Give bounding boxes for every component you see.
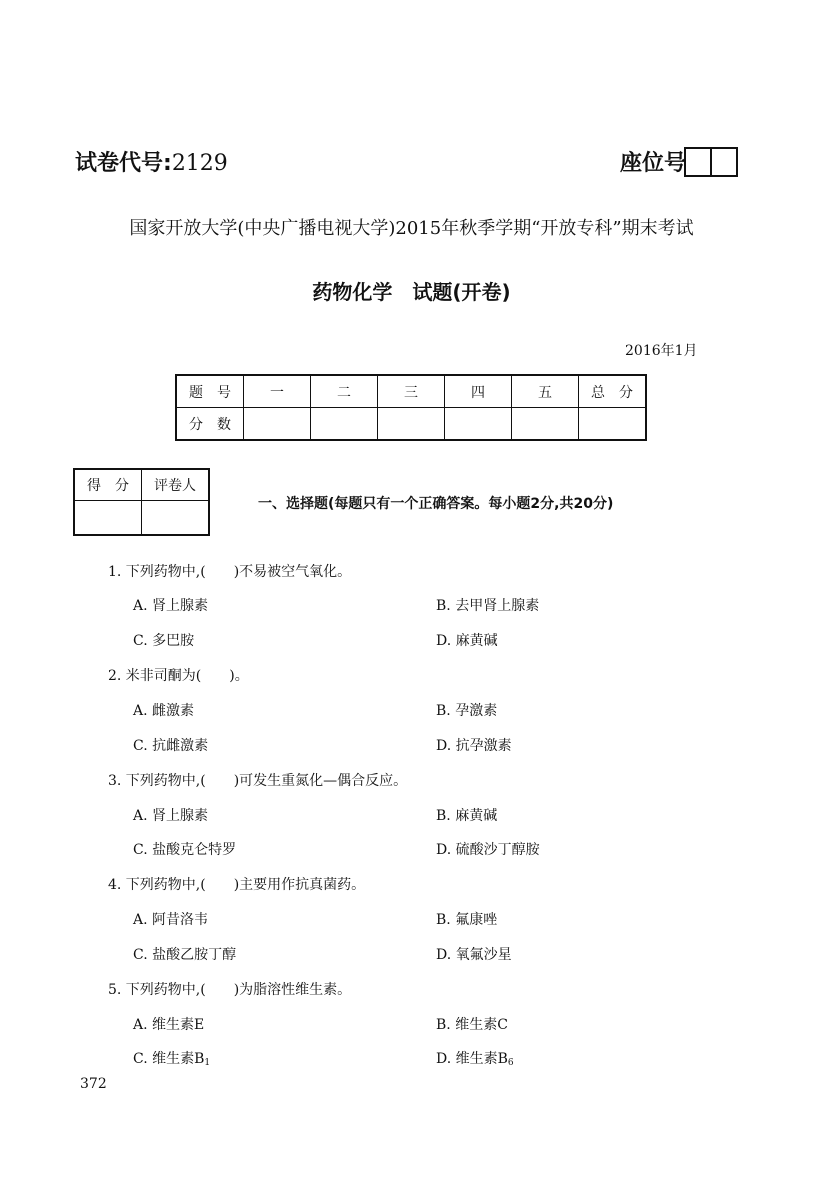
score-cell[interactable] bbox=[512, 408, 579, 441]
option-c-text: C. 维生素B bbox=[133, 1051, 205, 1067]
score-table-header-cell: 四 bbox=[445, 375, 512, 408]
option-d: D. 抗孕激素 bbox=[436, 738, 512, 754]
option-a: A. 肾上腺素 bbox=[133, 598, 209, 614]
option-b: B. 麻黄碱 bbox=[436, 808, 498, 824]
score-table-header-cell: 题 号 bbox=[176, 375, 244, 408]
option-a: A. 维生素E bbox=[133, 1017, 205, 1033]
score-cell[interactable] bbox=[579, 408, 647, 441]
score-table-header-cell: 三 bbox=[378, 375, 445, 408]
paper-code bbox=[75, 146, 228, 177]
score-table-header-cell: 总 分 bbox=[579, 375, 647, 408]
page-number: 372 bbox=[80, 1076, 107, 1092]
option-b: B. 去甲肾上腺素 bbox=[436, 598, 540, 614]
score-table bbox=[175, 374, 647, 441]
option-d: D. 氧氟沙星 bbox=[436, 947, 512, 963]
seat-box-2[interactable] bbox=[710, 147, 738, 177]
option-c: C. 抗雌激素 bbox=[133, 738, 209, 754]
option-a: A. 肾上腺素 bbox=[133, 808, 209, 824]
score-cell[interactable] bbox=[244, 408, 311, 441]
grader-score-label: 得 分 bbox=[74, 469, 142, 501]
seat-box-1[interactable] bbox=[684, 147, 712, 177]
paper-code-label: 试卷代号: bbox=[75, 151, 172, 176]
option-b: B. 孕激素 bbox=[436, 703, 498, 719]
option-b: B. 氟康唑 bbox=[436, 912, 498, 928]
option-c: C. 多巴胺 bbox=[133, 633, 195, 649]
option-c: C. 盐酸乙胺丁醇 bbox=[133, 947, 237, 963]
grader-score-cell[interactable] bbox=[74, 501, 142, 536]
grader-name-label: 评卷人 bbox=[142, 469, 210, 501]
score-table-score-row bbox=[176, 408, 646, 441]
question-stem: 1. 下列药物中,( )不易被空气氧化。 bbox=[108, 564, 352, 580]
exam-date: 2016年1月 bbox=[625, 343, 698, 359]
option-c-subscript: 1 bbox=[204, 1058, 211, 1068]
option-d: D. 麻黄碱 bbox=[436, 633, 498, 649]
option-d: D. 硫酸沙丁醇胺 bbox=[436, 842, 540, 858]
option-d bbox=[436, 1048, 514, 1068]
score-table-header-cell: 五 bbox=[512, 375, 579, 408]
subject-title: 药物化学 试题(开卷) bbox=[312, 280, 511, 304]
score-cell[interactable] bbox=[445, 408, 512, 441]
seat-number bbox=[620, 146, 738, 177]
question-stem: 5. 下列药物中,( )为脂溶性维生素。 bbox=[108, 982, 352, 998]
option-a: A. 雌激素 bbox=[133, 703, 195, 719]
question-stem: 2. 米非司酮为( )。 bbox=[108, 668, 249, 684]
grader-name-cell[interactable] bbox=[142, 501, 210, 536]
score-table-header-cell: 一 bbox=[244, 375, 311, 408]
score-cell[interactable] bbox=[378, 408, 445, 441]
seat-label: 座位号 bbox=[620, 151, 687, 176]
section-heading: 一、选择题(每题只有一个正确答案。每小题2分,共20分) bbox=[258, 496, 614, 512]
option-d-text: D. 维生素B bbox=[436, 1051, 508, 1067]
paper-code-value: 2129 bbox=[171, 151, 228, 176]
score-row-label: 分 数 bbox=[176, 408, 244, 441]
option-c: C. 盐酸克仑特罗 bbox=[133, 842, 237, 858]
score-table-header-row bbox=[176, 375, 646, 408]
grader-table bbox=[73, 468, 210, 536]
option-a: A. 阿昔洛韦 bbox=[133, 912, 209, 928]
score-cell[interactable] bbox=[311, 408, 378, 441]
exam-title: 国家开放大学(中央广播电视大学)2015年秋季学期“开放专科”期末考试 bbox=[129, 218, 694, 239]
question-stem: 4. 下列药物中,( )主要用作抗真菌药。 bbox=[108, 877, 366, 893]
question-stem: 3. 下列药物中,( )可发生重氮化—偶合反应。 bbox=[108, 773, 408, 789]
option-b: B. 维生素C bbox=[436, 1017, 508, 1033]
option-d-subscript: 6 bbox=[507, 1058, 514, 1068]
option-c bbox=[133, 1048, 210, 1068]
score-table-header-cell: 二 bbox=[311, 375, 378, 408]
